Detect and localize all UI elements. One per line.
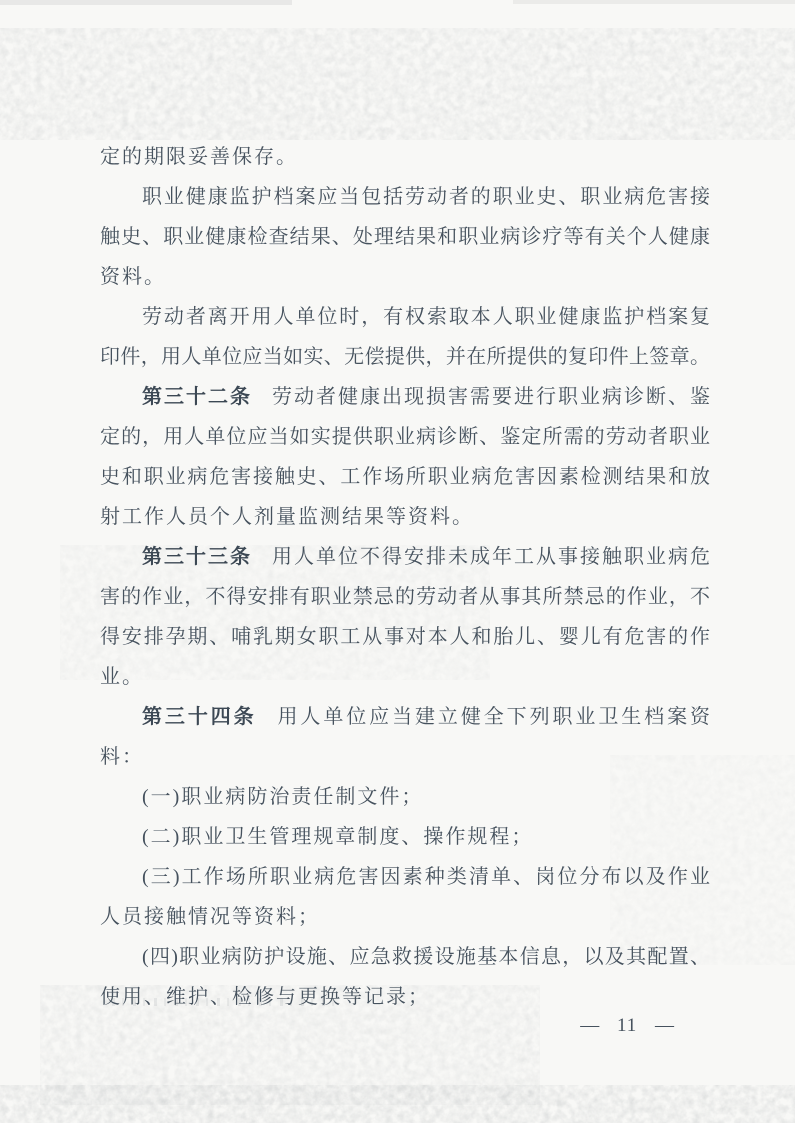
text-line: 第三十二条 劳动者健康出现损害需要进行职业病诊断、鉴 [142,386,710,408]
text-line: (三)工作场所职业病危害因素种类清单、岗位分布以及作业 [142,866,710,888]
text-line: 职业健康监护档案应当包括劳动者的职业史、职业病危害接 [142,186,710,208]
scan-edge-artifact [513,0,795,4]
text-line: 定的期限妥善保存。 [100,146,298,168]
text-line: 料： [100,746,144,768]
text-line: 害的作业，不得安排有职业禁忌的劳动者从事其所禁忌的作业，不 [100,586,710,608]
paragraph [100,297,710,377]
text-line: 使用、维护、检修与更换等记录； [100,986,430,1008]
scan-noise-bottom-band [0,1085,795,1123]
paragraph [100,777,710,817]
text-line: 印件，用人单位应当如实、无偿提供，并在所提供的复印件上签章。 [100,346,710,368]
text-line: (二)职业卫生管理规章制度、操作规程； [142,826,534,848]
text-line: 触史、职业健康检查结果、处理结果和职业病诊疗等有关个人健康 [100,226,710,248]
text-line: 资料。 [100,266,166,288]
paragraph [100,937,710,1017]
document-body [100,137,710,1017]
article-number: 第三十三条 [142,546,252,568]
paragraph [100,537,710,697]
paragraph [100,697,710,777]
paragraph [100,377,710,537]
paragraph [100,177,710,297]
page-number [580,1012,674,1040]
text-line: 史和职业病危害接触史、工作场所职业病危害因素检测结果和放 [100,466,710,488]
text-line: 劳动者离开用人单位时，有权索取本人职业健康监护档案复 [142,306,710,328]
scan-edge-artifact [0,0,292,5]
text-line: 人员接触情况等资料； [100,906,320,928]
paragraph [100,137,710,177]
article-number: 第三十二条 [142,386,252,408]
text-line: 得安排孕期、哺乳期女职工从事对本人和胎儿、婴儿有危害的作 [100,626,710,648]
article-number: 第三十四条 [142,706,257,728]
text-line: 定的，用人单位应当如实提供职业病诊断、鉴定所需的劳动者职业 [100,426,710,448]
text-line: (四)职业病防护设施、应急救援设施基本信息，以及其配置、 [142,946,710,968]
page-number-dash-right: — [655,1015,674,1036]
text-line: 第三十三条 用人单位不得安排未成年工从事接触职业病危 [142,546,710,568]
page-number-dash-left: — [580,1015,600,1036]
text-line: (一)职业病防治责任制文件； [142,786,424,808]
scan-noise-top [0,28,795,140]
paragraph [100,857,710,937]
text-line: 射工作人员个人剂量监测结果等资料。 [100,506,474,528]
text-line: 业。 [100,666,144,688]
page-number-value: 11 [616,1015,638,1036]
paragraph [100,817,710,857]
text-line: 第三十四条 用人单位应当建立健全下列职业卫生档案资 [142,706,710,728]
